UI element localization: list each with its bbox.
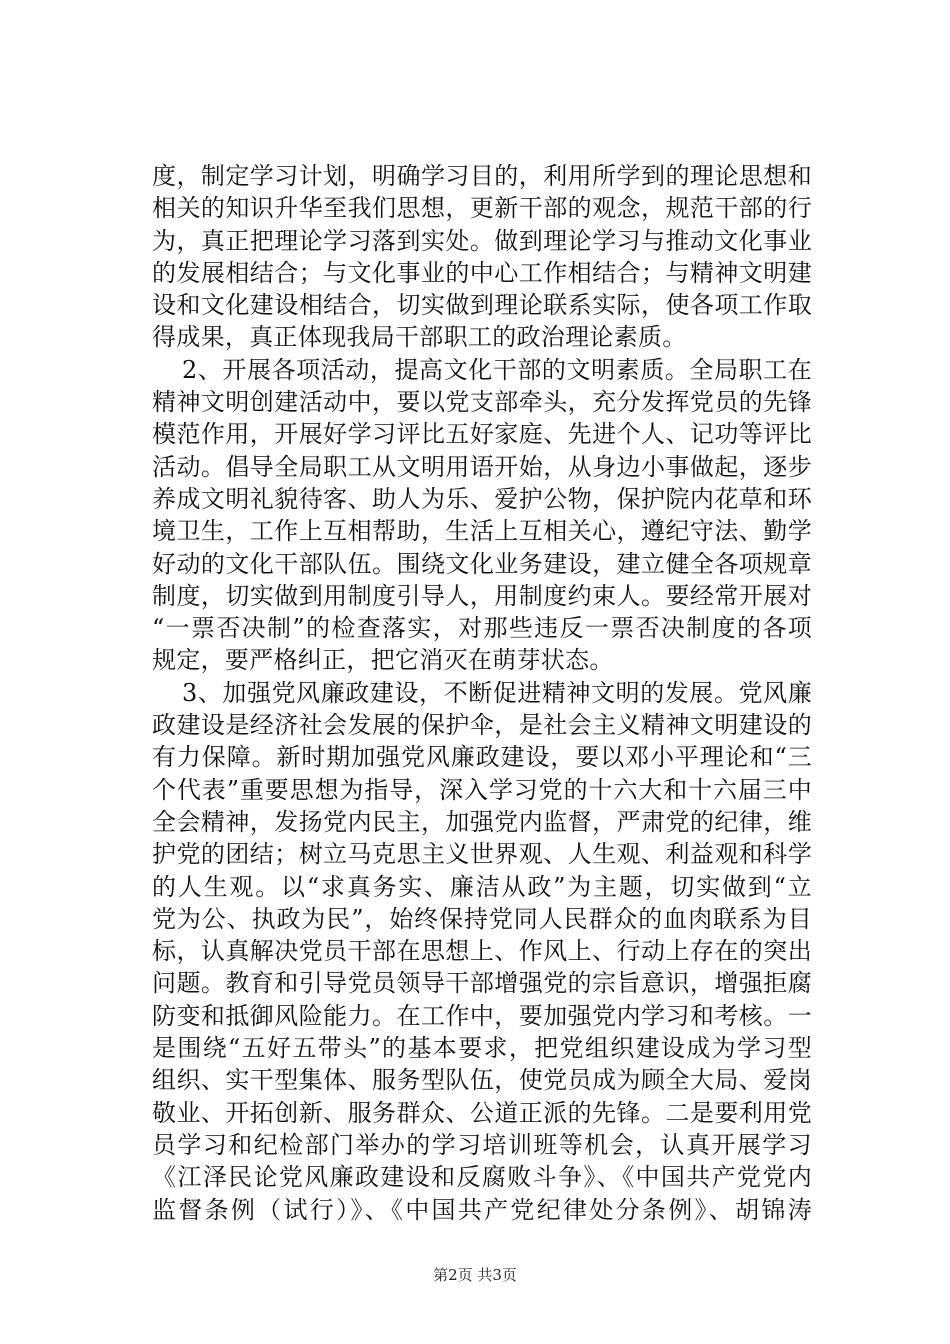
paragraph-continuation [152, 160, 812, 354]
text-line: 的人生观。以“求真务实、廉洁从政”为主题，切实做到“立 [152, 872, 812, 901]
text-line: 员学习和纪检部门举办的学习培训班等机会，认真开展学习 [152, 1130, 812, 1159]
text-line: 为，真正把理论学习落到实处。做到理论学习与推动文化事业 [152, 226, 812, 255]
text-line: 是围绕“五好五带头”的基本要求，把党组织建设成为学习型 [152, 1034, 812, 1063]
text-line: 党为公、执政为民”，始终保持党同人民群众的血肉联系为目 [152, 904, 812, 933]
text-line: 全会精神，发扬党内民主，加强党内监督，严肃党的纪律，维 [152, 807, 812, 836]
text-line: 问题。教育和引导党员领导干部增强党的宗旨意识，增强拒腐 [152, 969, 812, 998]
body-text [152, 160, 812, 1226]
text-line: 得成果，真正体现我局干部职工的政治理论素质。 [152, 323, 687, 352]
text-line: 护党的团结；树立马克思主义世界观、人生观、利益观和科学 [152, 840, 812, 869]
text-line: 设和文化建设相结合，切实做到理论联系实际，使各项工作取 [152, 291, 812, 320]
text-line: 规定，要严格纠正，把它消灭在萌芽状态。 [152, 646, 614, 675]
text-line: 防变和抵御风险能力。在工作中，要加强党内学习和考核。一 [152, 1001, 812, 1030]
paragraph-party-conduct [152, 677, 812, 1226]
text-line: 监督条例（试行）》、《中国共产党纪律处分条例》、胡锦涛 [152, 1195, 812, 1224]
text-line: 的发展相结合；与文化事业的中心工作相结合；与精神文明建 [152, 258, 812, 287]
paragraph-activities [152, 354, 812, 677]
text-line: 养成文明礼貌待客、助人为乐、爱护公物，保护院内花草和环 [152, 484, 812, 513]
text-line: “一票否决制”的检查落实，对那些违反一票否决制度的各项 [152, 614, 812, 643]
text-line: 《江泽民论党风廉政建设和反腐败斗争》、《中国共产党党内 [152, 1163, 812, 1192]
text-line: 境卫生，工作上互相帮助，生活上互相关心，遵纪守法、勤学 [152, 517, 812, 546]
text-line: 模范作用，开展好学习评比五好家庭、先进个人、记功等评比 [152, 420, 812, 449]
text-line: 政建设是经济社会发展的保护伞，是社会主义精神文明建设的 [152, 711, 812, 740]
text-line: 2、开展各项活动，提高文化干部的文明素质。全局职工在 [182, 355, 812, 384]
text-line: 活动。倡导全局职工从文明用语开始，从身边小事做起，逐步 [152, 452, 812, 481]
text-line: 个代表”重要思想为指导，深入学习党的十六大和十六届三中 [152, 775, 812, 804]
text-line: 度，制定学习计划，明确学习目的，利用所学到的理论思想和 [152, 162, 812, 190]
page-number-footer: 第2页 共3页 [433, 1266, 517, 1284]
text-line: 标，认真解决党员干部在思想上、作风上、行动上存在的突出 [152, 937, 812, 966]
text-line: 有力保障。新时期加强党风廉政建设，要以邓小平理论和“三 [152, 743, 812, 772]
text-line: 精神文明创建活动中，要以党支部牵头，充分发挥党员的先锋 [152, 388, 812, 417]
text-line: 好动的文化干部队伍。围绕文化业务建设，建立健全各项规章 [152, 549, 812, 578]
text-line: 相关的知识升华至我们思想，更新干部的观念，规范干部的行 [152, 194, 812, 223]
text-line: 3、加强党风廉政建设，不断促进精神文明的发展。党风廉 [182, 678, 812, 707]
text-line: 制度，切实做到用制度引导人，用制度约束人。要经常开展对 [152, 581, 812, 610]
text-line: 敬业、开拓创新、服务群众、公道正派的先锋。二是要利用党 [152, 1098, 812, 1127]
text-line: 组织、实干型集体、服务型队伍，使党员成为顾全大局、爱岗 [152, 1066, 812, 1095]
